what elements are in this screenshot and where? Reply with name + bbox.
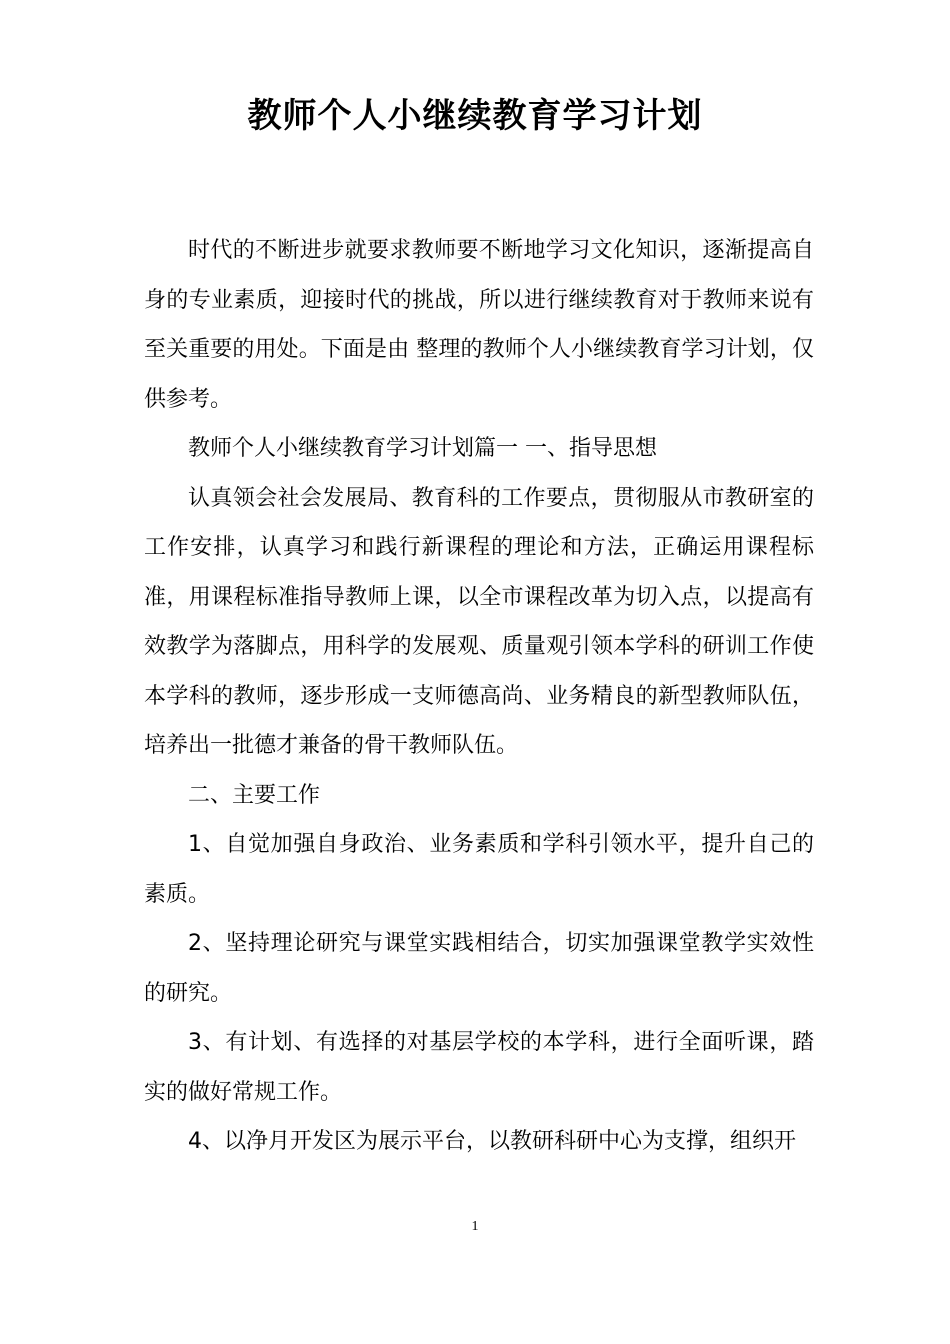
paragraph-item-1: 1、自觉加强自身政治、业务素质和学科引领水平，提升自己的素质。 <box>144 832 814 907</box>
paragraph-section-heading: 教师个人小继续教育学习计划篇一 一、指导思想 <box>188 436 657 461</box>
document-body <box>144 226 814 1167</box>
paragraph-guiding-thought: 认真领会社会发展局、教育科的工作要点，贯彻服从市教研室的工作安排，认真学习和践行新课程的理论和方法，正确运用课程标准，用课程标准指导教师上课，以全市课程改革为切入点，以提高有效教学为落脚点，用科学的发展观、质量观引领本学科的研训工作使本学科的教师，逐步形成一支师德高尚、业务精良的新型教师队伍，培养出一批德才兼备的骨干教师队伍。 <box>144 485 814 758</box>
paragraph-item-3: 3、有计划、有选择的对基层学校的本学科，进行全面听课，踏实的做好常规工作。 <box>144 1030 814 1105</box>
document-title: 教师个人小继续教育学习计划 <box>247 96 703 136</box>
paragraph-intro: 时代的不断进步就要求教师要不断地学习文化知识，逐渐提高自身的专业素质，迎接时代的挑战，所以进行继续教育对于教师来说有至关重要的用处。下面是由 整理的教师个人小继续教育学习计划，仅供参考。 <box>144 238 814 412</box>
paragraph-item-2: 2、坚持理论研究与课堂实践相结合，切实加强课堂教学实效性的研究。 <box>144 931 814 1006</box>
paragraph-main-work-heading: 二、主要工作 <box>188 782 321 808</box>
paragraph-item-4: 4、以净月开发区为展示平台，以教研科研中心为支撑，组织开 <box>188 1129 796 1154</box>
page-number: 1 <box>471 1219 479 1234</box>
